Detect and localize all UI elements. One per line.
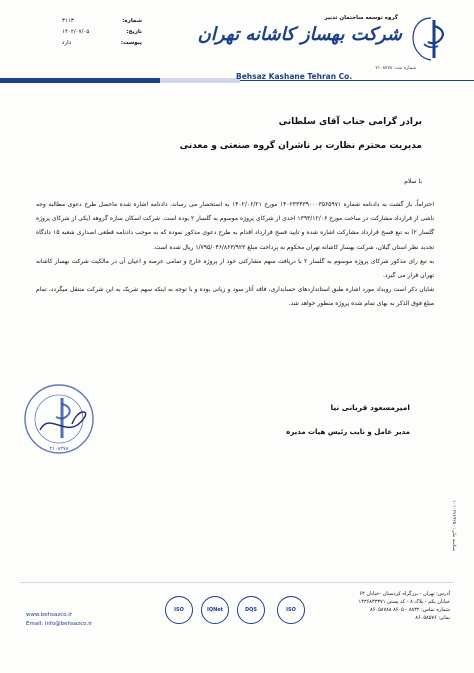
quality-cert-icon: ISO <box>277 596 305 624</box>
phone: شماره تماس: ۸۸۳۲ - ۸۶۰۵ ۸۶۰۵۸۷۸۸ <box>370 607 450 613</box>
iso-cert-icon: ISO <box>165 596 193 624</box>
recipient-line-1: برادر گرامی جناب آقای سلطانی <box>278 117 422 127</box>
company-name-fa: شرکت بهساز کاشانه تهران <box>197 24 402 45</box>
iqnet-cert-icon: IQNet <box>201 596 229 624</box>
dqs-cert-icon: DQS <box>237 596 265 624</box>
fax: نمابر: ۸۶۰۵۸۵۷۶ <box>415 615 450 621</box>
group-title: گروه توسعه ساختمان تدبیر <box>324 15 398 21</box>
footer-website[interactable]: www.behsazco.ir <box>26 612 73 618</box>
attachment-value: دارد <box>62 40 72 46</box>
body-paragraph: شایان ذکر است رویداد مورد اشاره طبق استانداردهای حسابداری، فاقد آثار سود و زیانی بوده و با توجه به اینکه سهم شریک به این شرکت منتقل میگردد، تمام مبلغ فوق الذکر به بهای تمام شده پروژه منظور خواهد شد. <box>36 286 434 308</box>
signer-title: مدیر عامل و نایب رئیس هیات مدیره <box>286 428 410 436</box>
company-stamp <box>20 380 98 458</box>
letter-meta <box>62 16 142 49</box>
registration-number: شماره ثبت: ۲۱۰۸۲۷۸ <box>375 66 416 71</box>
signer-name: امیرمسعود قربانی نیا <box>330 403 410 412</box>
footer-email[interactable]: Email: info@behsazco.ir <box>26 621 92 627</box>
stamp-number: ۲۱۰۸۲۷۸ <box>49 446 69 452</box>
company-name-en: Behsaz Kashane Tehran Co. <box>236 72 353 81</box>
number-value: ۳۱۱۳ <box>62 18 74 24</box>
attachment-label: پیوست: <box>120 40 142 46</box>
side-registration: شناسه ملی: ۱۰۱۰۲۷۸۹۲۵۰ <box>451 500 456 552</box>
body-paragraph: احتراماً، باز گشت به دادنامه شماره ۱۴۰۲۳۳۴۳۹۰۰۰۳۵۶۵۹۷۱ مورخ ۱۴۰۲/۰۶/۲۱ به استحضار می رساند، دادنامه اشاره شده ماحصل طرح دعوی مطالبه وجه ناشی از قرارداد مشارکت در ساخت مورخ ۱۳۹۳/۱۲/۰۶ احدی از شرکای پروژه موسوم به گلسار ۲ بوده است. شرکت اسکان سازه گروهه (یکی از شرکای پروژه گلسار ۲) به تبع فسخ قرارداد مشارکت اشاره شده و تایید فسخ قرارداد اقدام به طرح دعوی مذکور نموده که به موجب دادنامه قطعی اصداری شعبه ۱۵ دادگاه تجدید نظر استان گیلان، شرکت بهساز کاشانه تهران محکوم به پرداخت مبلغ ۱/۷۹۵/۰۴۶/۸۶۳/۹۲۳ ریال شده است. <box>36 201 435 251</box>
date-label: تاریخ: <box>126 29 142 35</box>
body-paragraph: به تبع رای مذکور شرکای پروژه موسوم به گلسار ۲ با دریافت سهم مشارکتی خود از پروژه خارج و تمامی عرصه و اعیان آن در مالکیت شرکت بهساز کاشانه تهران قرار می گیرد. <box>36 257 434 280</box>
recipient-line-2: مدیریت محترم نظارت بر ناشران گروه صنعتی و معدنی <box>179 141 422 151</box>
footer-address <box>310 590 450 622</box>
address-line-2: خیابان یکم - پلاک ۸ - کد پستی ۱۴۳۶۸۴۳۳۷۱ <box>358 599 450 605</box>
date-value: ۱۴۰۲/۰۷/۰۵ <box>62 29 90 35</box>
footer-divider <box>20 582 454 583</box>
greeting: با سلام <box>404 178 422 185</box>
number-label: شماره: <box>122 18 142 24</box>
company-logo-icon <box>410 14 452 64</box>
certification-logos <box>165 596 315 640</box>
letter-body <box>36 198 434 312</box>
address-line-1: آدرس: تهران - بزرگراه کردستان -خیابان ۶۴ <box>359 591 450 597</box>
